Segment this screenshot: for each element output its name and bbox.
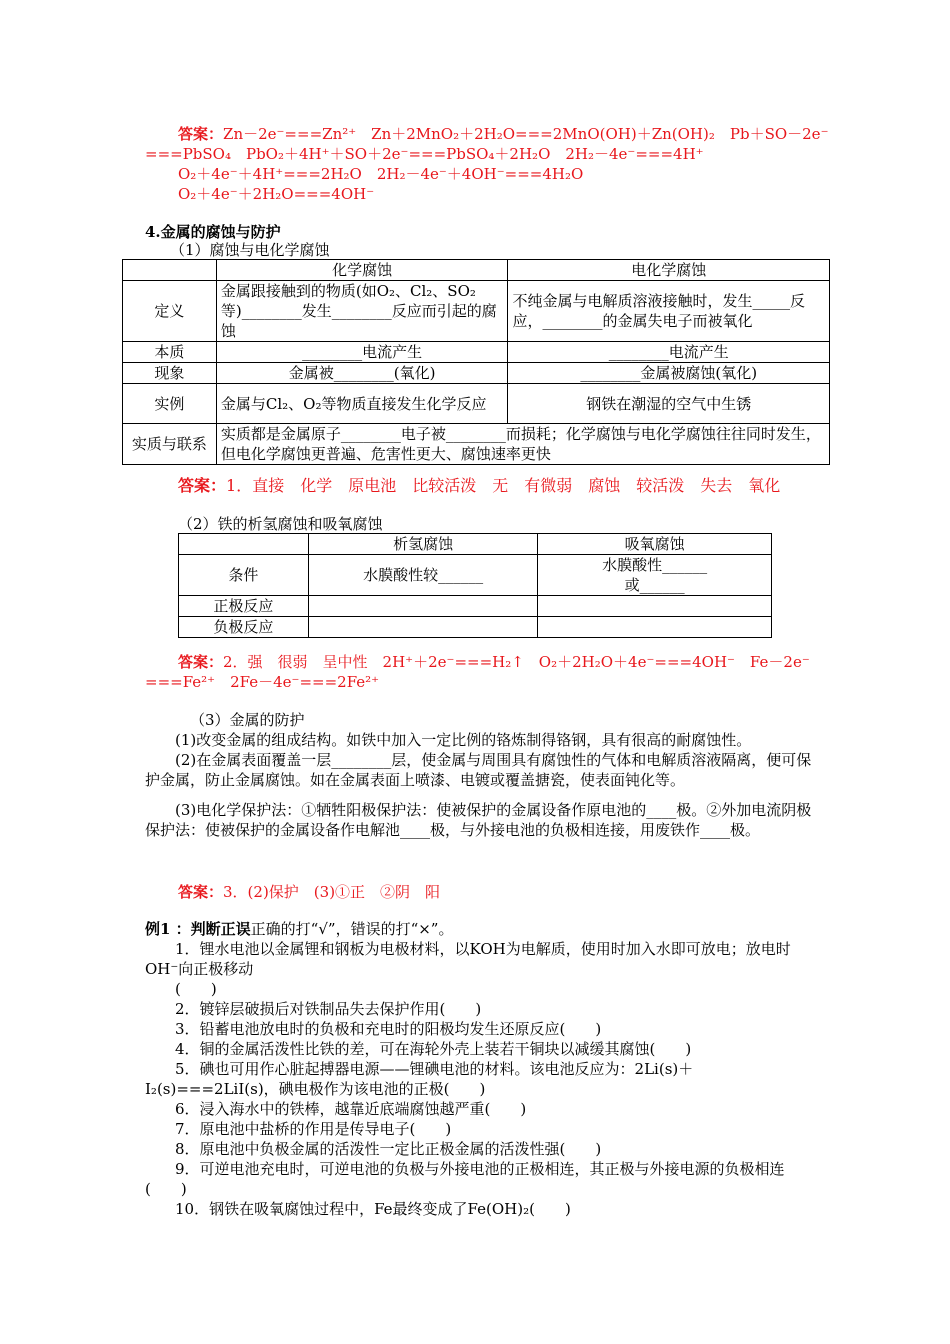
table-cell: 金属跟接触到的物质(如O₂、Cl₂、SO₂等)________发生________反应而引起的腐蚀 (216, 281, 508, 342)
example-items (145, 939, 817, 1219)
answer-label: 答案： (178, 476, 227, 495)
table-cell (308, 617, 538, 638)
list-item: 6．浸入海水中的铁棒，越靠近底端腐蚀越严重( ) (175, 1100, 527, 1118)
subsection-title: （1）腐蚀与电化学腐蚀 (170, 241, 330, 259)
answer-text: 3．(2)保护 (3)①正 ②阴 阳 (223, 883, 441, 901)
answer-line: O₂＋4e⁻＋2H₂O===4OH⁻ (178, 185, 375, 203)
table-cell: ________电流产生 (216, 342, 508, 363)
table-cell: ________电流产生 (508, 342, 830, 363)
answer-block-1-cont2 (178, 164, 848, 204)
answer-line: ===PbSO₄ PbO₂＋4H⁺＋SO＋2e⁻===PbSO₄＋2H₂O 2H₂－4e⁻===4H⁺ (145, 145, 704, 163)
row-label: 本质 (123, 342, 217, 363)
row-label: 负极反应 (179, 617, 309, 638)
answer-block-3 (178, 652, 818, 672)
table-header: 吸氧腐蚀 (538, 534, 772, 555)
protection-section (145, 730, 817, 840)
subsection-title: （2）铁的析氢腐蚀和吸氧腐蚀 (178, 515, 383, 533)
list-item: 7．原电池中盐桥的作用是传导电子( ) (175, 1120, 452, 1138)
table-header (179, 534, 309, 555)
paragraph: (3)电化学保护法：①牺牲阳极保护法：使被保护的金属设备作原电池的____极。②外加电流阴极保护法：使被保护的金属设备作电解池____极，与外接电池的负极相连接，用废铁作____极。 (145, 801, 812, 839)
example-label: 例1 ：判断正误 (145, 920, 251, 938)
answer-text: 1．直接 化学 原电池 比较活泼 无 有微弱 腐蚀 较活泼 失去 氧化 (226, 476, 781, 495)
answer-block-1-cont (145, 144, 815, 164)
section-title: 4.金属的腐蚀与防护 (145, 223, 281, 241)
answer-block-1 (178, 124, 829, 144)
answer-line: O₂＋4e⁻＋4H⁺===2H₂O 2H₂－4e⁻＋4OH⁻===4H₂O (178, 165, 584, 183)
table-cell: 钢铁在潮湿的空气中生锈 (508, 384, 830, 424)
answer-line: 2．强 很弱 呈中性 2H⁺＋2e⁻===H₂↑ O₂＋2H₂O＋4e⁻===4OH⁻ Fe－2e⁻ (223, 653, 810, 671)
row-label: 正极反应 (179, 596, 309, 617)
list-item: 5．碘也可用作心脏起搏器电源——锂碘电池的材料。该电池反应为：2Li(s)＋I₂(s)===2LiI(s)，碘电极作为该电池的正极( ) (145, 1060, 694, 1098)
example-intro: 正确的打“√”，错误的打“×”。 (250, 920, 454, 938)
table-cell: 水膜酸性较______ (308, 555, 538, 596)
table-header (123, 260, 217, 281)
table-cell: 不纯金属与电解质溶液接触时，发生_____反应，________的金属失电子而被氧化 (508, 281, 830, 342)
table-header: 化学腐蚀 (216, 260, 508, 281)
list-item: 8．原电池中负极金属的活泼性一定比正极金属的活泼性强( ) (175, 1140, 602, 1158)
example-heading (145, 919, 815, 939)
answer-label: 答案： (178, 653, 224, 671)
iron-corrosion-table (178, 533, 772, 638)
answer-block-2 (178, 476, 848, 496)
table-header: 电化学腐蚀 (508, 260, 830, 281)
answer-label: 答案： (178, 125, 224, 143)
answer-line: Zn－2e⁻===Zn²⁺ Zn＋2MnO₂＋2H₂O===2MnO(OH)＋Zn(OH)₂ Pb＋SO－2e⁻ (223, 125, 829, 143)
list-item: 2．镀锌层破损后对铁制品失去保护作用( ) (175, 1000, 482, 1018)
row-label: 条件 (179, 555, 309, 596)
cell-line: 或______ (624, 576, 685, 594)
table-cell: ________金属被腐蚀(氧化) (508, 363, 830, 384)
corrosion-table (122, 259, 830, 465)
list-item: 1．锂水电池以金属锂和钢板为电极材料，以KOH为电解质，使用时加入水即可放电；放电时OH⁻向正极移动 (145, 940, 791, 978)
list-item: ( ) (175, 980, 217, 998)
answer-line: ===Fe²⁺ 2Fe－4e⁻===2Fe²⁺ (145, 673, 380, 691)
list-item: 3．铅蓄电池放电时的负极和充电时的阳极均发生还原反应( ) (175, 1020, 602, 1038)
table-header: 析氢腐蚀 (308, 534, 538, 555)
table-cell: 金属与Cl₂、O₂等物质直接发生化学反应 (216, 384, 508, 424)
table-cell: 实质都是金属原子________电子被________而损耗；化学腐蚀与电化学腐蚀往往同时发生，但电化学腐蚀更普遍、危害性更大、腐蚀速率更快 (216, 424, 829, 465)
list-item: 4．铜的金属活泼性比铁的差，可在海轮外壳上装若干铜块以减缓其腐蚀( ) (175, 1040, 692, 1058)
row-label: 实例 (123, 384, 217, 424)
table-cell (538, 617, 772, 638)
paragraph: (1)改变金属的组成结构。如铁中加入一定比例的铬炼制得铬钢，具有很高的耐腐蚀性。 (175, 731, 752, 749)
cell-line: 水膜酸性______ (602, 556, 708, 574)
paragraph: (2)在金属表面覆盖一层________层，使金属与周围具有腐蚀性的气体和电解质溶液隔离，便可保护金属，防止金属腐蚀。如在金属表面上喷漆、电镀或覆盖搪瓷，使表面钝化等。 (145, 751, 812, 789)
row-label: 实质与联系 (123, 424, 217, 465)
table-cell (538, 596, 772, 617)
subsection-title: （3）金属的防护 (190, 711, 305, 729)
list-item: 10．钢铁在吸氧腐蚀过程中，Fe最终变成了Fe(OH)₂( ) (175, 1200, 571, 1218)
answer-block-4 (178, 882, 848, 902)
table-cell (308, 596, 538, 617)
table-cell: 金属被________(氧化) (216, 363, 508, 384)
row-label: 定义 (123, 281, 217, 342)
answer-label: 答案： (178, 883, 224, 901)
table-cell (538, 555, 772, 596)
list-item: 9．可逆电池充电时，可逆电池的负极与外接电池的正极相连，其正极与外接电源的负极相连( ) (145, 1160, 785, 1198)
row-label: 现象 (123, 363, 217, 384)
